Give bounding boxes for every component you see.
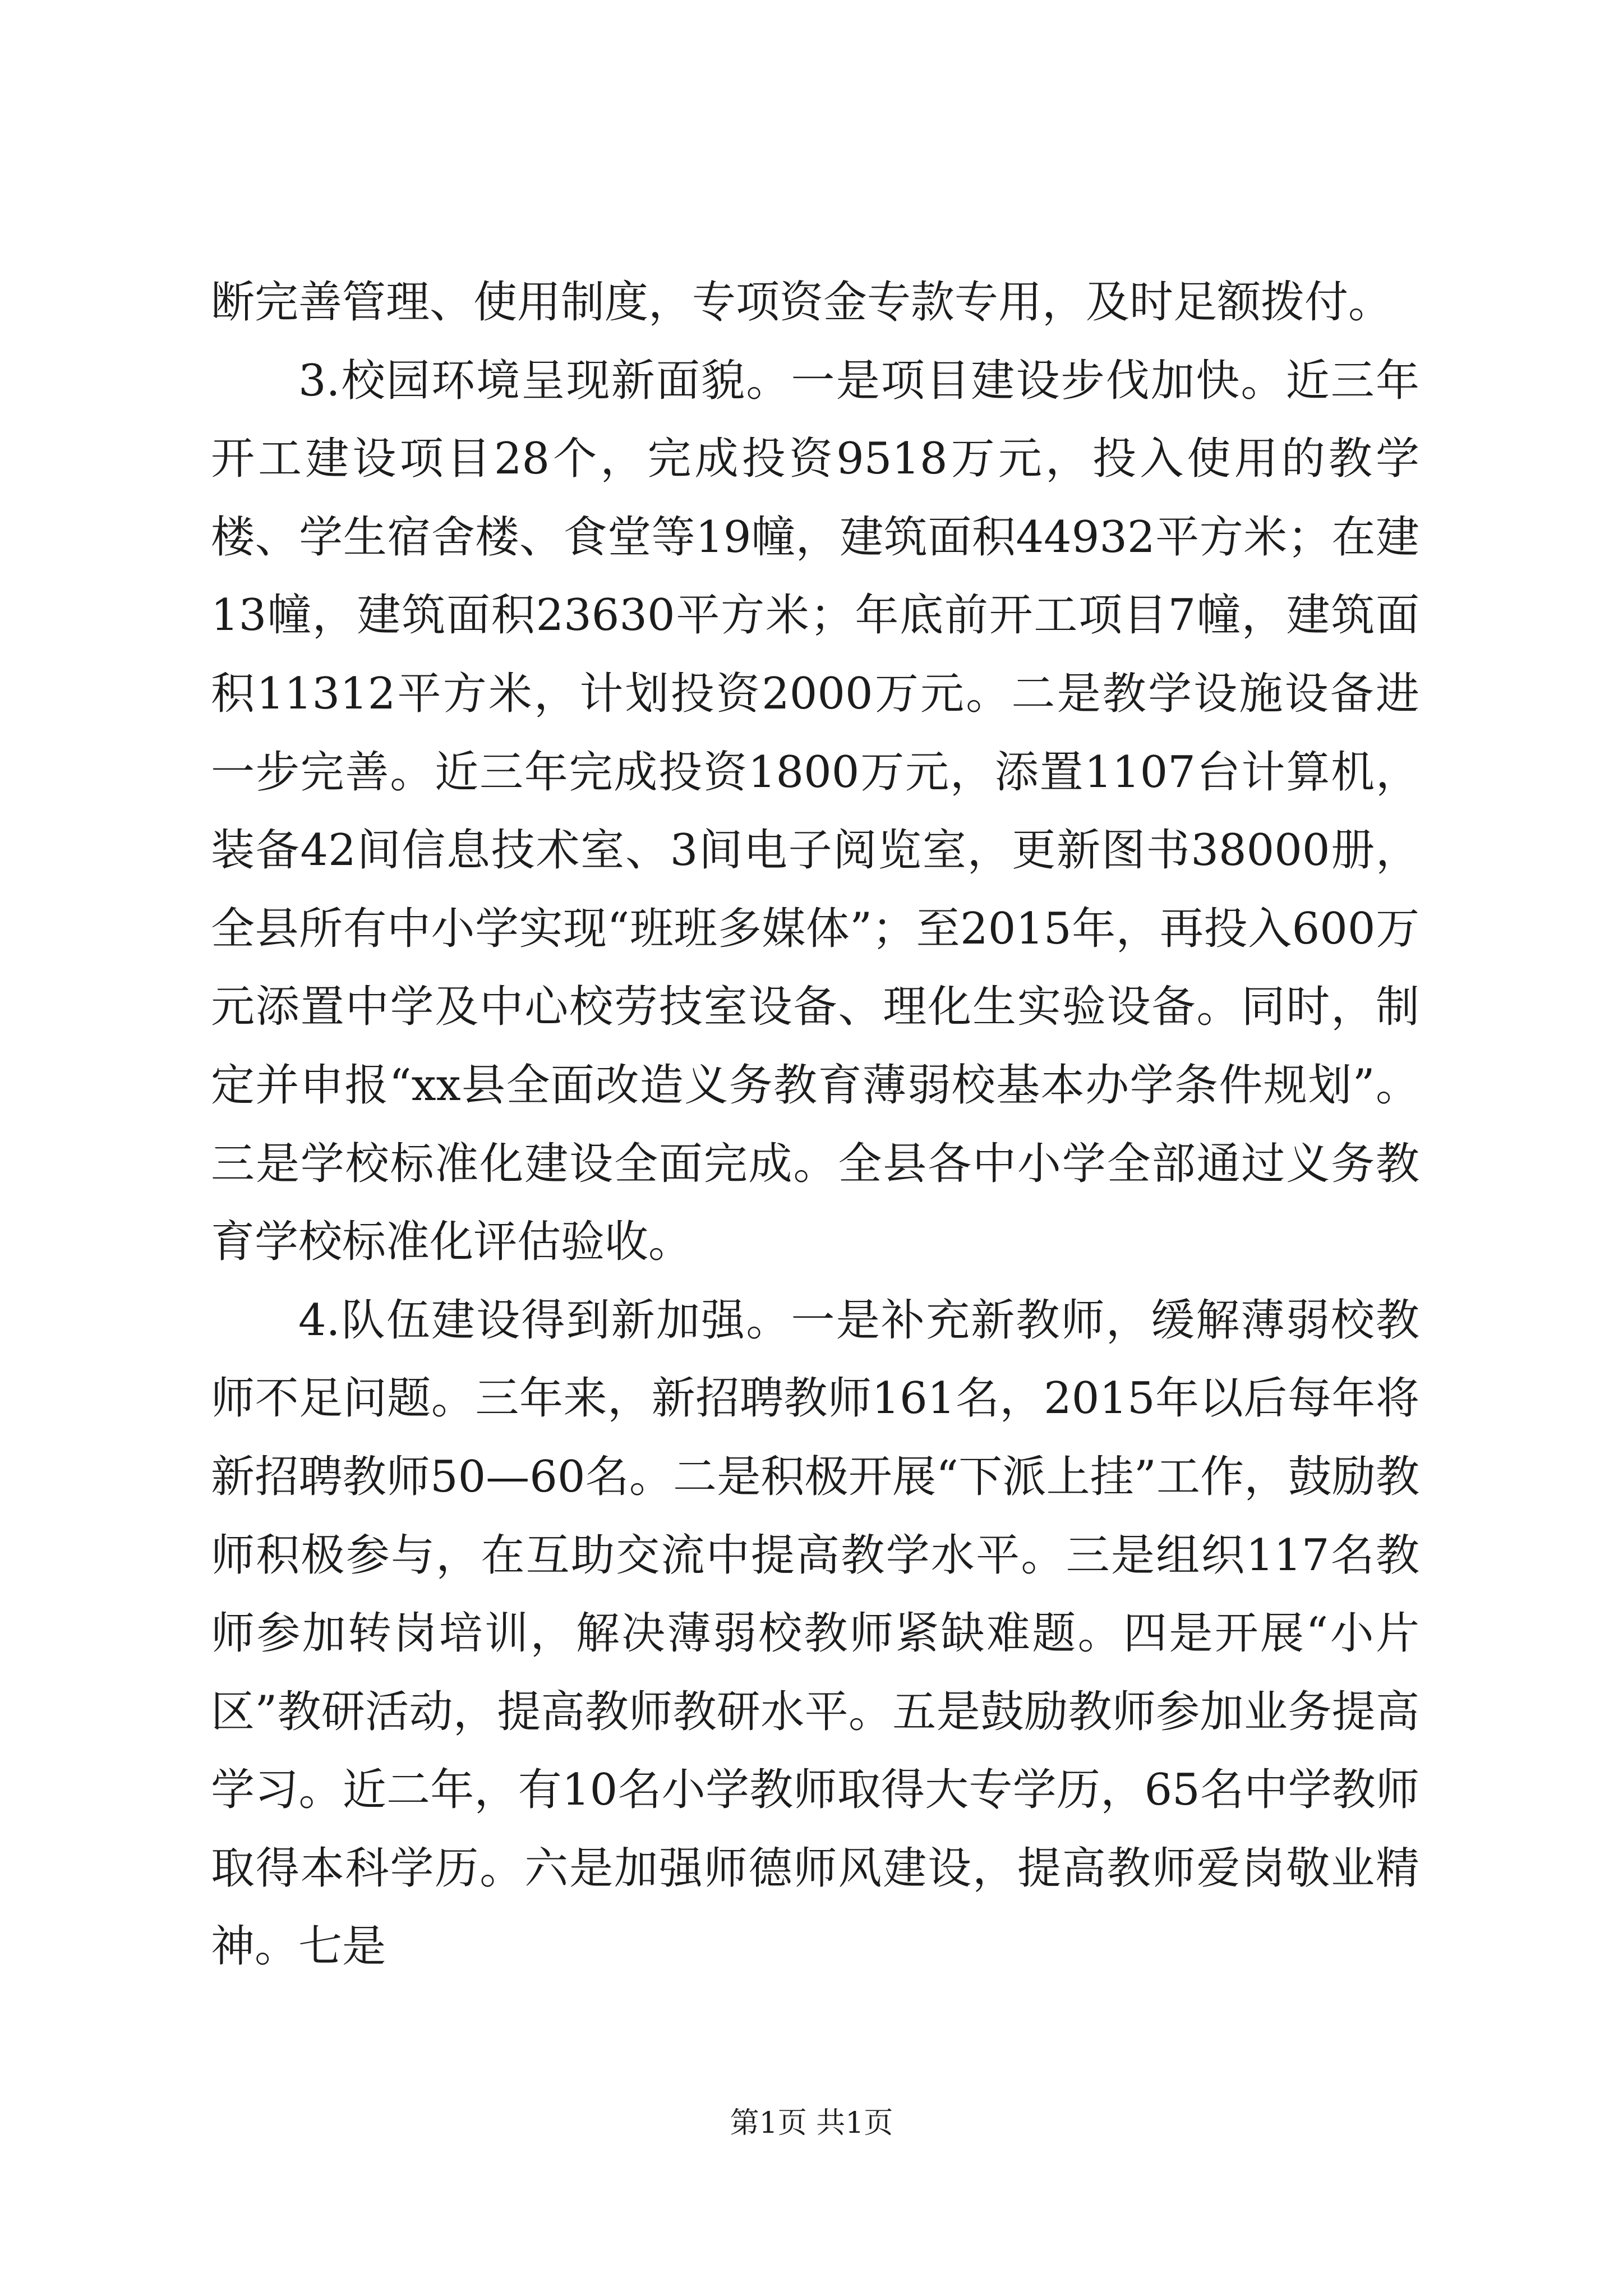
paragraph-continuation: 断完善管理、使用制度，专项资金专款专用，及时足额拨付。 [211, 277, 1393, 328]
document-body [211, 264, 1419, 1986]
paragraph-campus-environment: 3.校园环境呈现新面貌。一是项目建设步伐加快。近三年开工建设项目28个，完成投资9518万元，投入使用的教学楼、学生宿舍楼、食堂等19幢，建筑面积44932平方米；在建13幢，建筑面积23630平方米；年底前开工项目7幢，建筑面积11312平方米，计划投资2000万元。二是教学设施设备进一步完善。近三年完成投资1800万元，添置1107台计算机，装备42间信息技术室、3间电子阅览室，更新图书38000册，全县所有中小学实现“班班多媒体”；至2015年，再投入600万元添置中学及中心校劳技室设备、理化生实验设备。同时，制定并申报“xx县全面改造义务教育薄弱校基本办学条件规划”。三是学校标准化建设全面完成。全县各中小学全部通过义务教育学校标准化评估验收。 [211, 355, 1419, 1268]
paragraph-teacher-team: 4.队伍建设得到新加强。一是补充新教师，缓解薄弱校教师不足问题。三年来，新招聘教师161名，2015年以后每年将新招聘教师50—60名。二是积极开展“下派上挂”工作，鼓励教师积极参与，在互助交流中提高教学水平。三是组织117名教师参加转岗培训，解决薄弱校教师紧缺难题。四是开展“小片区”教研活动，提高教师教研水平。五是鼓励教师参加业务提高学习。近二年，有10名小学教师取得大专学历，65名中学教师取得本科学历。六是加强师德师风建设，提高教师爱岗敬业精神。七是 [211, 1295, 1419, 1972]
page-footer: 第1页 共1页 [730, 2106, 893, 2140]
